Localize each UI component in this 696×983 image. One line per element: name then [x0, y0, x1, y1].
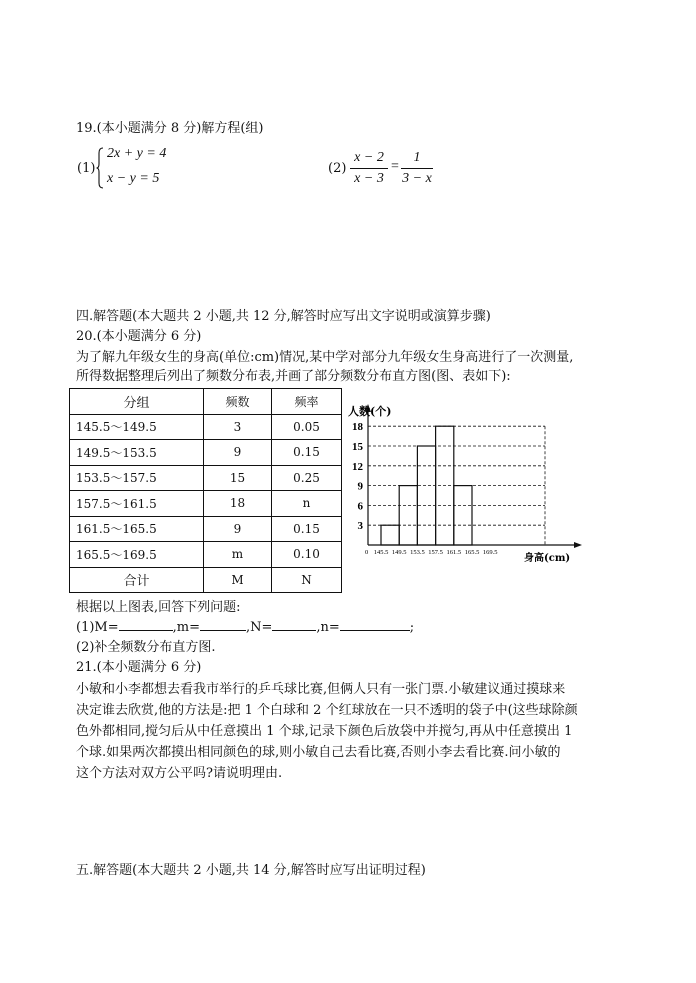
- x-tick-label: 153.5: [410, 549, 425, 556]
- table-cell: 3: [204, 414, 272, 440]
- table-cell: N: [272, 567, 342, 593]
- q1-end: ;: [409, 620, 415, 635]
- table-header-row: [70, 389, 342, 415]
- table-row: [70, 465, 342, 491]
- table-cell: m: [204, 542, 272, 568]
- fraction-right: [401, 149, 433, 188]
- fraction-left-numerator: x − 2: [354, 150, 384, 165]
- table-header: 分组: [70, 389, 204, 415]
- q19-title: 19.(本小题满分 8 分)解方程(组): [76, 121, 264, 136]
- table-header: 频率: [272, 389, 342, 415]
- equals-sign: =: [391, 159, 399, 174]
- x-tick-label: 165.5: [464, 549, 480, 556]
- q1-m-label: ,m=: [172, 620, 200, 635]
- table-cell: 9: [204, 516, 272, 542]
- table-row: [70, 414, 342, 440]
- m-answer-blank[interactable]: [200, 618, 246, 631]
- table-row: [70, 542, 342, 568]
- x-axis-label: 身高(cm): [524, 553, 571, 564]
- n-answer-blank[interactable]: [340, 618, 410, 631]
- table-cell: 0.15: [272, 516, 342, 542]
- y-axis-label: 人数(个): [348, 405, 392, 418]
- table-row: [70, 516, 342, 542]
- histogram-bar: [454, 486, 472, 545]
- table-cell: 18: [204, 491, 272, 517]
- histogram-bar: [381, 525, 399, 545]
- table-cell: 0.10: [272, 542, 342, 568]
- table-total-row: [70, 567, 342, 593]
- y-tick-label: 3: [357, 520, 363, 533]
- q20-q1-line: [76, 618, 414, 637]
- q20-answer-intro: 根据以上图表,回答下列问题:: [76, 600, 241, 615]
- q1-n-label: ,n=: [316, 620, 340, 635]
- x-tick-label: 169.5: [482, 549, 498, 556]
- y-tick-label: 12: [352, 460, 363, 473]
- table-cell: 15: [204, 465, 272, 491]
- table-cell: M: [204, 567, 272, 593]
- y-tick-label: 9: [357, 480, 363, 493]
- q19-part2-label: (2): [328, 161, 347, 176]
- q21-line: 色外都相同,搅匀后从中任意摸出 1 个球,记录下颜色后放袋中并搅匀,再从中任意摸出 1: [76, 724, 573, 739]
- N-answer-blank[interactable]: [272, 618, 316, 631]
- table-row: [70, 440, 342, 466]
- histogram-bar: [399, 486, 417, 545]
- table-cell: 0.05: [272, 414, 342, 440]
- fraction-right-numerator: 1: [413, 150, 421, 165]
- x-tick-label: 161.5: [446, 549, 462, 556]
- table-cell: 149.5～153.5: [70, 440, 204, 466]
- table-header: 频数: [204, 389, 272, 415]
- y-tick-label: 6: [357, 500, 363, 513]
- q20-intro-line1: 为了解九年级女生的身高(单位:cm)情况,某中学对部分九年级女生身高进行了一次测量,: [76, 350, 574, 365]
- table-row: [70, 491, 342, 517]
- table-cell: n: [272, 491, 342, 517]
- table-cell: 0.15: [272, 440, 342, 466]
- histogram-axes: [365, 404, 582, 548]
- q21-line: 决定谁去欣赏,他的方法是:把 1 个白球和 2 个红球放在一只不透明的袋子中(这些球除颜: [76, 703, 578, 718]
- x-tick-label: 149.5: [391, 549, 407, 556]
- q20-q2: (2)补全频数分布直方图.: [76, 640, 216, 655]
- equation-1: 2x + y = 4: [107, 146, 167, 161]
- fraction-right-denominator: 3 − x: [402, 171, 432, 186]
- table-cell: 157.5～161.5: [70, 491, 204, 517]
- q21-line: 这个方法对双方公平吗?请说明理由.: [76, 766, 283, 781]
- table-cell: 合计: [70, 567, 204, 593]
- q21-title: 21.(本小题满分 6 分): [76, 660, 202, 675]
- table-cell: 153.5～157.5: [70, 465, 204, 491]
- table-cell: 0.25: [272, 465, 342, 491]
- q1-N-label: ,N=: [245, 620, 273, 635]
- q21-body: [76, 679, 578, 784]
- y-tick-label: 15: [352, 441, 363, 453]
- section4-heading: 四.解答题(本大题共 2 小题,共 12 分,解答时应写出文字说明或演算步骤): [76, 309, 491, 324]
- x-tick-label: 0: [365, 549, 369, 556]
- table-cell: 165.5～169.5: [70, 542, 204, 568]
- y-tick-label: 18: [352, 421, 363, 434]
- table-cell: 161.5～165.5: [70, 516, 204, 542]
- q21-line: 小敏和小李都想去看我市举行的乒乓球比赛,但俩人只有一张门票.小敏建议通过摸球来: [76, 682, 566, 697]
- q19-part1-label: (1): [77, 161, 96, 176]
- q20-title: 20.(本小题满分 6 分): [76, 329, 202, 344]
- frequency-histogram: [338, 395, 588, 567]
- q20-intro-line2: 所得数据整理后列出了频数分布表,并画了部分频数分布直方图(图、表如下):: [76, 369, 511, 384]
- q1-M-label: (1)M=: [76, 620, 119, 635]
- q21-line: 个球.如果两次都摸出相同颜色的球,则小敏自己去看比赛,否则小李去看比赛.问小敏的: [76, 745, 561, 760]
- fraction-left-denominator: x − 3: [354, 171, 384, 186]
- frequency-table: [69, 388, 342, 593]
- x-axis-arrow: [574, 542, 582, 548]
- equation-2: x − y = 5: [107, 171, 160, 186]
- fraction-left: [350, 149, 388, 188]
- table-cell: 145.5～149.5: [70, 414, 204, 440]
- section5-heading: 五.解答题(本大题共 2 小题,共 14 分,解答时应写出证明过程): [76, 863, 426, 878]
- system-brace: [96, 147, 104, 189]
- M-answer-blank[interactable]: [119, 618, 173, 631]
- x-tick-label: 145.5: [373, 549, 389, 556]
- table-cell: 9: [204, 440, 272, 466]
- x-tick-label: 157.5: [428, 549, 443, 556]
- histogram-bar: [417, 446, 435, 545]
